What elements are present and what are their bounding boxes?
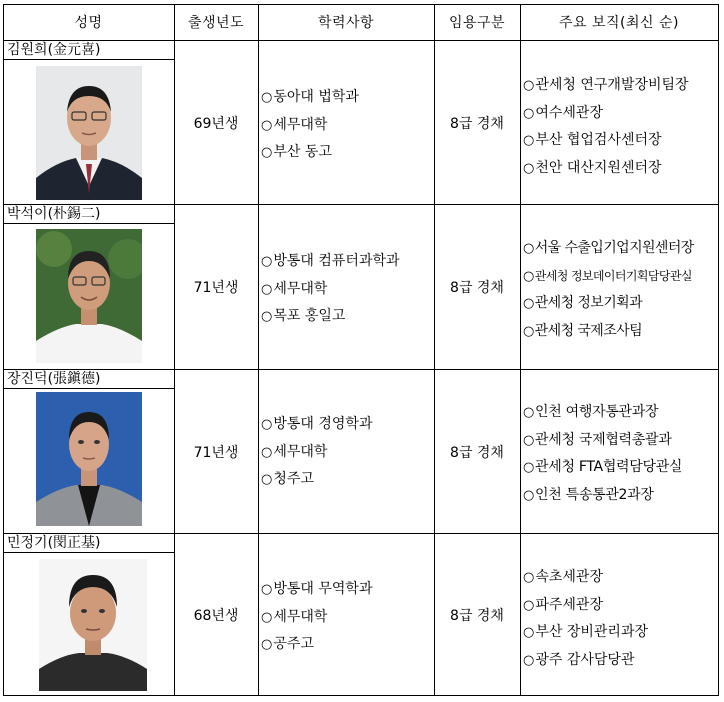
person-name: 장진덕(張鎭德) [7, 371, 101, 387]
appointment-type: 8급 경채 [450, 115, 504, 132]
education-item: ○ 방통대 컴퓨터과학과 [261, 248, 434, 276]
header-birth-year: 출생년도 [187, 15, 245, 31]
name-underline [3, 59, 174, 60]
education-item: ○ 방통대 무역학과 [261, 576, 434, 604]
table-border-left [3, 4, 4, 696]
portrait-photo [36, 392, 142, 526]
positions-list [520, 564, 718, 679]
name-underline [3, 388, 174, 389]
portrait-photo [39, 559, 147, 691]
education-list [258, 576, 434, 666]
position-item: ○ 관세청 정보기획과 [523, 290, 718, 318]
education-item: ○ 부산 동고 [261, 139, 434, 167]
appointment-type: 8급 경채 [450, 607, 504, 624]
birth-year: 68년생 [193, 607, 239, 624]
header-name: 성명 [74, 15, 103, 31]
appointment-type: 8급 경채 [450, 280, 504, 296]
positions-list [520, 72, 718, 187]
birth-year: 71년생 [193, 444, 239, 461]
portrait-photo [36, 229, 142, 363]
birth-year: 69년생 [193, 115, 239, 132]
table-border-right [718, 4, 719, 696]
position-item: ○ 관세청 연구개발장비팀장 [523, 72, 718, 100]
appointment-type: 8급 경채 [450, 444, 504, 461]
position-item: ○ 서울 수출입기업지원센터장 [523, 235, 718, 263]
header-appointment: 임용구분 [448, 15, 506, 31]
person-name: 김원희(金元喜) [7, 42, 101, 58]
education-item: ○ 공주고 [261, 631, 434, 659]
birth-year: 71년생 [193, 280, 239, 296]
portrait-photo [36, 66, 142, 200]
officials-table [3, 4, 719, 696]
header-positions: 주요 보직(최신 순) [559, 15, 679, 31]
education-item: ○ 세무대학 [261, 276, 434, 304]
position-item: ○ 인천 여행자통관과장 [523, 399, 718, 427]
education-item: ○ 청주고 [261, 466, 434, 494]
name-underline [3, 223, 174, 224]
position-item: ○ 인천 특송통관2과장 [523, 482, 718, 510]
table-border-bottom [3, 695, 719, 696]
education-item: ○ 세무대학 [261, 112, 434, 140]
position-item: ○ 부산 협업검사센터장 [523, 127, 718, 155]
position-item: ○ 부산 장비관리과장 [523, 619, 718, 647]
person-name: 민정기(閔正基) [7, 535, 101, 551]
positions-list [520, 235, 718, 350]
header-education: 학력사항 [317, 15, 375, 31]
education-item: ○ 목포 홍일고 [261, 303, 434, 331]
education-item: ○ 세무대학 [261, 439, 434, 467]
position-item: ○ 관세청 FTA협력담당관실 [523, 454, 718, 482]
education-list [258, 411, 434, 501]
education-item: ○ 동아대 법학과 [261, 84, 434, 112]
position-item: ○ 속초세관장 [523, 564, 718, 592]
education-list [258, 84, 434, 174]
education-list [258, 248, 434, 338]
person-name: 박석이(朴錫二) [7, 206, 101, 222]
position-item: ○ 관세청 국제조사팀 [523, 318, 718, 346]
position-item: ○ 관세청 정보데이터기획담당관실 [523, 263, 718, 291]
position-item: ○ 천안 대산지원센터장 [523, 155, 718, 183]
name-underline [3, 552, 174, 553]
position-item: ○ 관세청 국제협력총괄과 [523, 427, 718, 455]
position-item: ○ 파주세관장 [523, 592, 718, 620]
position-item: ○ 여수세관장 [523, 100, 718, 128]
positions-list [520, 399, 718, 514]
education-item: ○ 세무대학 [261, 604, 434, 632]
position-item: ○ 광주 감사담당관 [523, 647, 718, 675]
education-item: ○ 방통대 경영학과 [261, 411, 434, 439]
